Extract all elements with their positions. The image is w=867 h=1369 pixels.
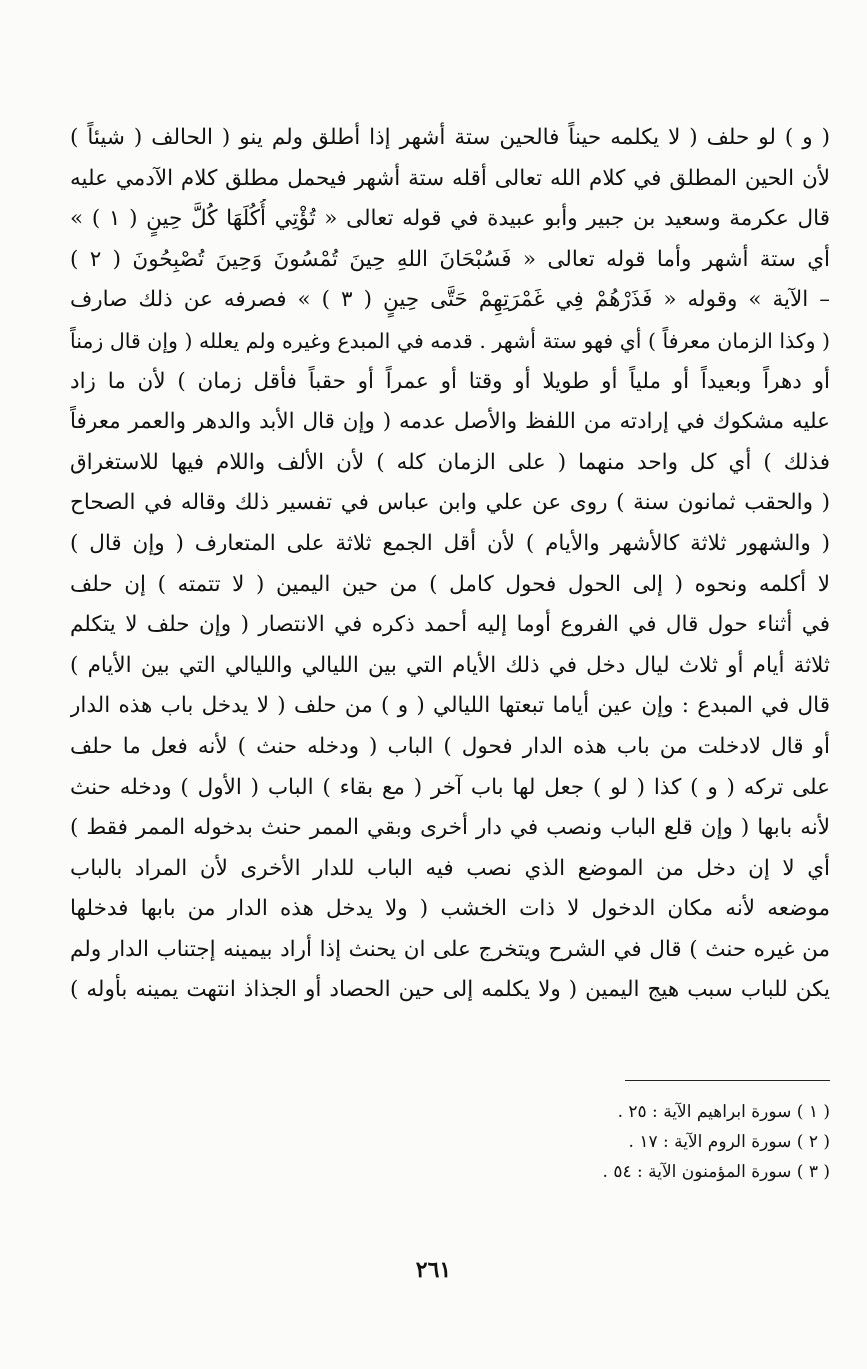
- text-line: موضعه لأنه مكان الدخول لا ذات الخشب ( ولا يدخل هذه الدار من بابها فدخلها: [70, 896, 830, 922]
- text-line: قال عكرمة وسعيد بن جبير وأبو عبيدة في قوله تعالى « تُؤْتِي أُكُلَهَا كُلَّ حِينٍ ( ١ ) »: [70, 206, 830, 232]
- text-line: في أثناء حول قال في الفروع أوما إليه أحمد ذكره في الانتصار ( وإن حلف لا يتكلم: [70, 612, 830, 638]
- text-line: ( و ) لو حلف ( لا يكلمه حيناً فالحين ستة أشهر إذا أطلق ولم ينو ( الحالف ( شيئاً ): [70, 125, 830, 150]
- text-line: فذلك ) أي كل واحد منهما ( على الزمان كله ) لأن الألف واللام فيها للاستغراق: [70, 449, 830, 475]
- text-line: لأن الحين المطلق في كلام الله تعالى أقله ستة أشهر فيحمل مطلق كلام الآدمي عليه: [70, 165, 830, 191]
- text-line: لا أكلمه ونحوه ( إلى الحول فحول كامل ) من حين اليمين ( لا تتمته ) إن حلف: [70, 571, 830, 597]
- text-line: أي لا إن دخل من الموضع الذي نصب فيه الباب للدار الأخرى لأن المراد بالباب: [70, 855, 830, 881]
- text-line: أو قال لادخلت من باب هذه الدار فحول ) الباب ( ودخله حنث ) لأنه فعل ما حلف: [70, 733, 830, 759]
- footnotes-block: [420, 1097, 830, 1187]
- text-line: من غيره حنث ) قال في الشرح ويتخرج على ان يحنث إذا أراد بيمينه إجتناب الدار ولم: [70, 936, 830, 962]
- text-line: – الآية » وقوله « فَذَرْهُمْ فِي غَمْرَتِهِمْ حَتَّى حِينٍ ( ٣ ) » فصرفه عن ذلك صارف: [70, 287, 830, 313]
- text-line: على تركه ( و ) كذا ( لو ) جعل لها باب آخر ( مع بقاء ) الباب ( الأول ) ودخله حنث: [70, 774, 830, 800]
- main-text-block: [70, 118, 830, 1011]
- text-line: ثلاثة أيام أو ثلاث ليال دخل في ذلك الأيام التي بين الليالي والليالي التي بين الأيام ): [70, 652, 830, 678]
- page-number: ٢٦١: [415, 1257, 452, 1283]
- footnote-item: ( ٢ ) سورة الروم الآية : ١٧ .: [628, 1132, 830, 1152]
- text-line: يكن للباب سبب هيج اليمين ( ولا يكلمه إلى حين الحصاد أو الجذاذ انتهت يمينه بأوله ): [70, 977, 830, 1003]
- text-line: عليه مشكوك في إرادته من اللفظ والأصل عدمه ( وإن قال الأبد والدهر والعمر معرفاً: [70, 409, 830, 435]
- text-line: لأنه بابها ( وإن قلع الباب ونصب في دار أخرى وبقي الممر حنث بدخوله الممر فقط ): [70, 815, 830, 841]
- footnote-item: ( ١ ) سورة ابراهيم الآية : ٢٥ .: [617, 1102, 830, 1122]
- text-line: ( والشهور ثلاثة كالأشهر والأيام ) لأن أقل الجمع ثلاثة على المتعارف ( وإن قال ): [70, 530, 830, 556]
- text-line: أو دهراً وبعيداً أو ملياً أو طويلا أو وقتا أو عمراً أو حقباً فأقل زمان ) لأن ما زاد: [70, 368, 830, 394]
- text-line: ( وكذا الزمان معرفاً ) أي فهو ستة أشهر . قدمه في المبدع وغيره ولم يعلله ( وإن قال زمناً: [70, 328, 830, 353]
- text-line: ( والحقب ثمانون سنة ) روى عن علي وابن عباس في تفسير ذلك وقاله في الصحاح: [70, 490, 830, 516]
- footnote-item: ( ٣ ) سورة المؤمنون الآية : ٥٤ .: [602, 1162, 830, 1182]
- footnote-separator: [625, 1080, 830, 1081]
- text-line: قال في المبدع : وإن عين أياما تبعتها الليالي ( و ) من حلف ( لا يدخل باب هذه الدار: [70, 693, 830, 719]
- text-line: أي ستة أشهر وأما قوله تعالى « فَسُبْحَانَ اللهِ حِينَ تُمْسُونَ وَحِينَ تُصْبِحُونَ ( ٢ ): [70, 246, 830, 272]
